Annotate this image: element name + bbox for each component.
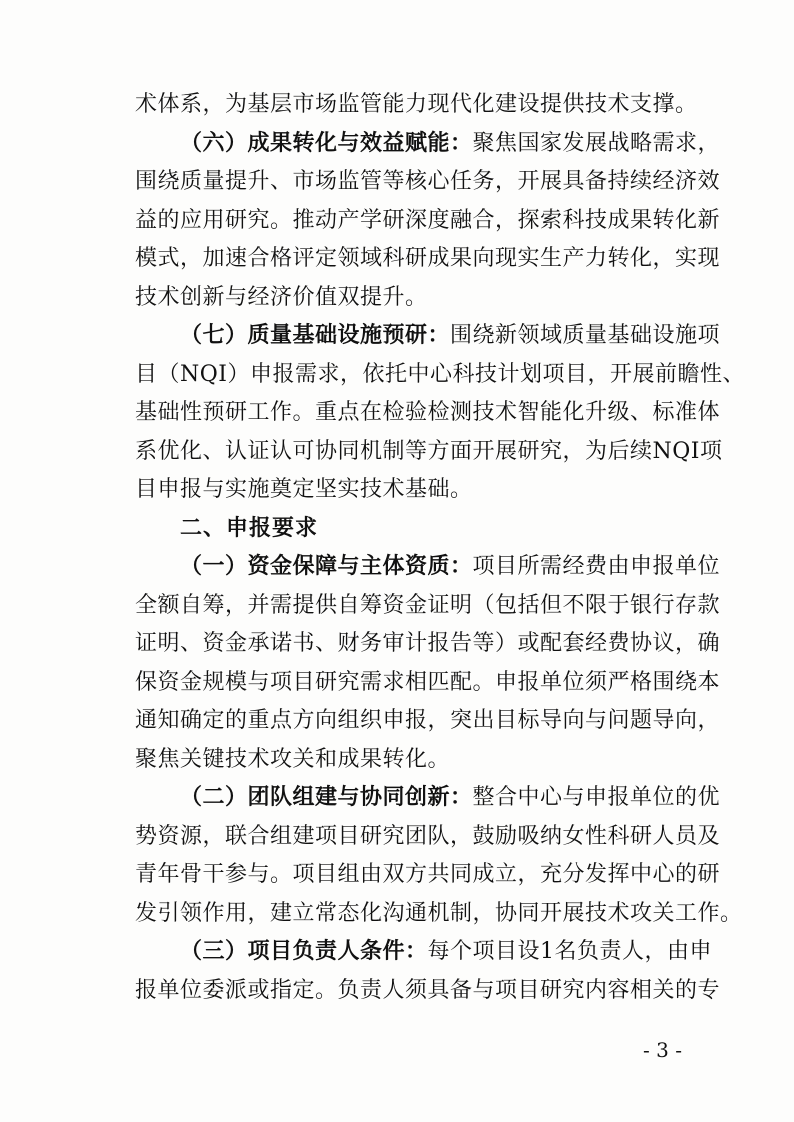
body-line: 聚焦关键技术攻关和成果转化。 [135, 746, 451, 772]
subsection-heading-line: （三）项目负责人条件：每个项目设1名负责人，由申 [180, 939, 713, 964]
body-line: 目申报与实施奠定坚实技术基础。 [135, 477, 473, 502]
body-line: 青年骨干参与。项目组由双方共同成立，充分发挥中心的研 [135, 862, 721, 887]
subsection-heading-line: （七）质量基础设施预研：围绕新领域质量基础设施项 [180, 323, 721, 348]
body-line: 基础性预研工作。重点在检验检测技术智能化升级、标准体 [135, 400, 721, 425]
body-line: 发引领作用，建立常态化沟通机制，协同开展技术攻关工作。 [135, 900, 743, 926]
body-line: 技术创新与经济价值双提升。 [135, 284, 428, 310]
body-line: 报单位委派或指定。负责人须具备与项目研究内容相关的专 [135, 977, 721, 1003]
body-line: 模式，加速合格评定领域科研成果向现实生产力转化，实现 [135, 246, 721, 271]
body-line: 围绕质量提升、市场监管等核心任务，开展具备持续经济效 [135, 169, 721, 194]
subsection-heading-line: （一）资金保障与主体资质：项目所需经费由申报单位 [180, 554, 721, 579]
body-line: 证明、资金承诺书、财务审计报告等）或配套经费协议，确 [135, 631, 721, 656]
page-number: - 3 - [643, 1038, 682, 1062]
subsection-lead: （六）成果转化与效益赋能： [180, 130, 473, 156]
subsection-heading-line: （二）团队组建与协同创新：整合中心与申报单位的优 [180, 785, 721, 810]
body-line: 保资金规模与项目研究需求相匹配。申报单位须严格围绕本 [135, 669, 721, 695]
subsection-lead: （二）团队组建与协同创新： [180, 785, 473, 810]
section-heading: 二、申报要求 [180, 515, 319, 541]
body-line: 目（NQI）申报需求，依托中心科技计划项目，开展前瞻性、 [135, 361, 745, 387]
body-line: 通知确定的重点方向组织申报，突出目标导向与问题导向， [135, 708, 721, 733]
body-line: 全额自筹，并需提供自筹资金证明（包括但不限于银行存款 [135, 592, 721, 618]
body-line: 势资源，联合组建项目研究团队，鼓励吸纳女性科研人员及 [135, 823, 721, 849]
body-line: 术体系，为基层市场监管能力现代化建设提供技术支撑。 [135, 92, 698, 117]
body-line: 系优化、认证认可协同机制等方面开展研究，为后续NQI项 [135, 438, 723, 464]
subsection-lead: （七）质量基础设施预研： [180, 323, 451, 348]
subsection-lead: （一）资金保障与主体资质： [180, 554, 473, 579]
body-line: 益的应用研究。推动产学研深度融合，探索科技成果转化新 [135, 207, 721, 233]
subsection-lead: （三）项目负责人条件： [180, 939, 428, 964]
subsection-heading-line: （六）成果转化与效益赋能：聚焦国家发展战略需求， [180, 130, 721, 156]
